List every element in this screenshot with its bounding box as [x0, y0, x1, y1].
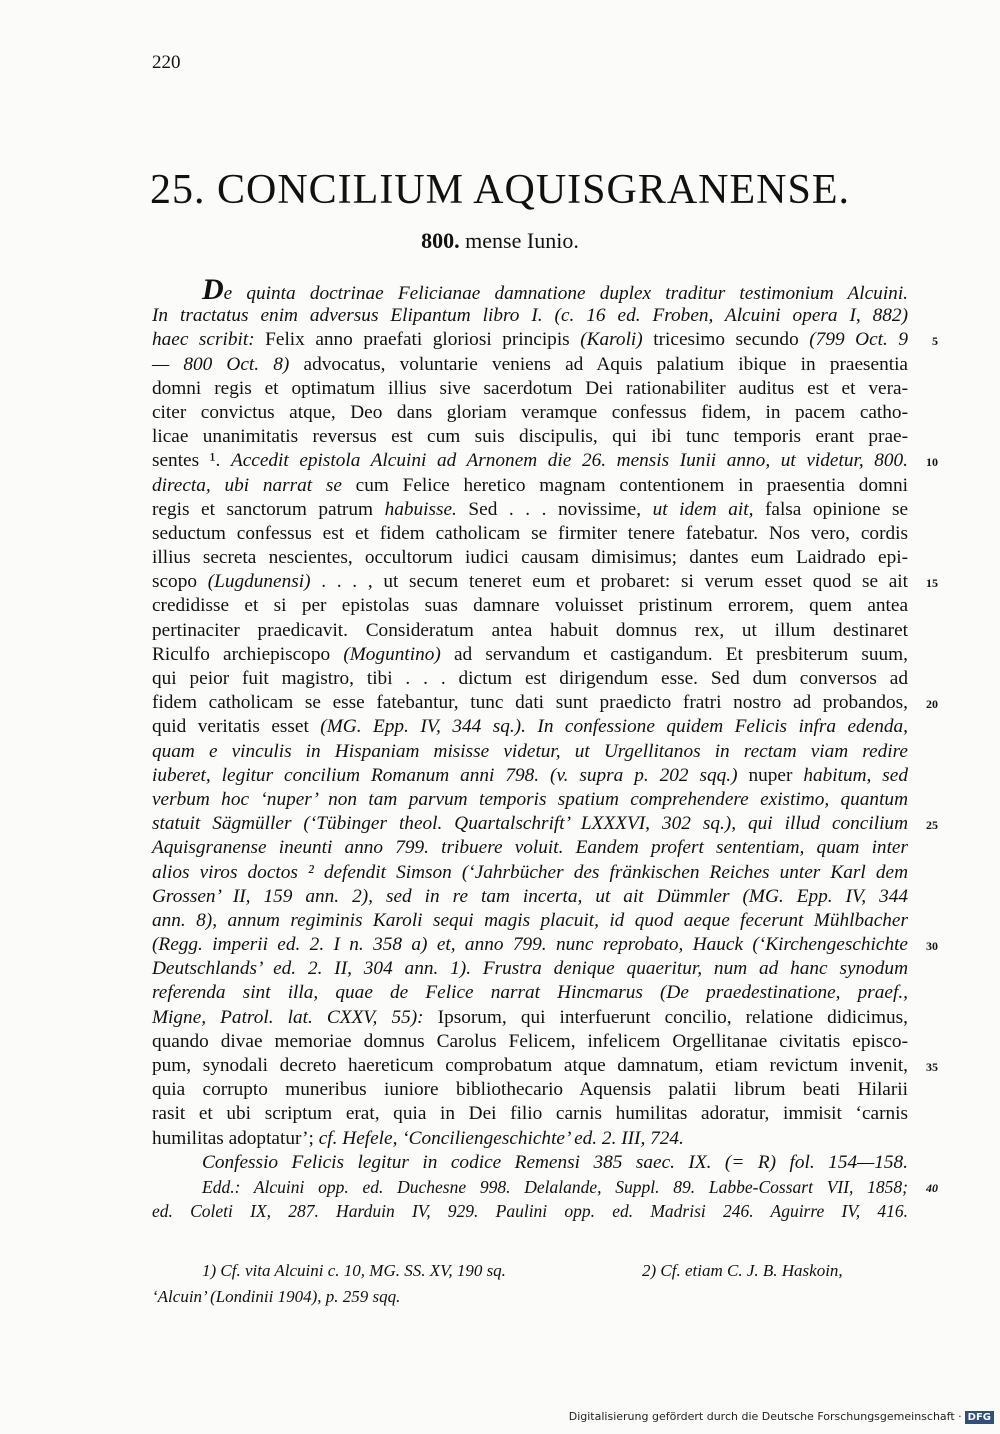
text-segment: Edd.: Alcuini opp. ed. Duchesne 998. Delalande, Suppl. 89. Labbe-Cossart VII, 1858; [202, 1176, 908, 1197]
text-line [152, 594, 908, 618]
text-segment: licae unanimitatis reversus est cum suis discipulis, qui ibi tunc temporis erant prae- [152, 426, 908, 448]
text-line [152, 1151, 908, 1175]
footnote-row [152, 1284, 908, 1310]
text-segment: falsa opinione se [753, 498, 909, 520]
text-segment: (Regg. imperii ed. 2. I n. 358 a) et, anno 799. nunc reprobato, Hauck (‘Kirchengeschichte [152, 934, 908, 956]
text-line [152, 474, 908, 498]
text-segment: Accedit epistola Alcuini ad Arnonem die 26. mensis Iunii anno, ut videtur, 800. [230, 450, 908, 472]
text-line [152, 957, 908, 981]
text-segment: (MG. Epp. IV, 344 sq.). In confessione quidem Felicis infra edenda, [320, 716, 908, 738]
text-segment: advocatus, voluntarie veniens ad Aquis palatium ibique in praesentia [289, 353, 908, 375]
footnote-row [152, 1258, 908, 1284]
text-segment: D [202, 273, 224, 306]
text-segment: cf. Hefele, ‘Conciliengeschichte’ ed. 2. III, 724. [318, 1127, 684, 1149]
text-segment: statuit Sägmüller (‘Tübinger theol. Quartalschrift’ LXXXVI, 302 sq.), qui illud concilium [152, 813, 908, 835]
text-segment: Riculfo archiepiscopo [152, 643, 344, 665]
text-line [152, 1006, 908, 1030]
text-segment: . . . , ut secum teneret eum et probaret: si verum esset quod se ait [310, 571, 909, 593]
line-number: 20 [926, 697, 938, 712]
text-segment: seductum confessus est et fidem catholicam se firmiter tenere fatebatur. Nos vero, cordis [152, 522, 908, 544]
text-line [152, 643, 908, 667]
text-segment: referenda sint illa, quae de Felice narrat Hincmarus (De praedestinatione, praef., [152, 982, 908, 1004]
dfg-logo: DFG [965, 1411, 994, 1424]
text-segment: habuisse. [384, 498, 457, 520]
text-segment: ad servandum et castigandum. Et presbiterum suum, [440, 643, 908, 665]
text-segment: pum, synodali decreto haereticum comprobatum atque damnatum, etiam revictum invenit, [152, 1055, 908, 1076]
text-segment: quam e vinculis in Hispaniam misisse videtur, ut Urgellitanos in rectam viam redire [152, 740, 908, 762]
text-segment: In tractatus enim adversus Elipantum libro I. (c. 16 ed. Froben, Alcuini opera I, 882) [152, 305, 908, 327]
footnote-1: 1) Cf. vita Alcuini c. 10, MG. SS. XV, 190 sq. [202, 1261, 506, 1280]
text-segment: alios viros doctos ² defendit Simson (‘Jahrbücher des fränkischen Reiches unter Karl dem [152, 861, 908, 883]
text-segment: regis et sanctorum patrum [152, 498, 385, 520]
text-segment: (Karoli) [580, 329, 643, 351]
text-line [152, 546, 908, 570]
text-segment: iuberet, legitur concilium Romanum anni 798. (v. supra p. 202 sqq.) [152, 764, 738, 786]
text-line [152, 667, 908, 691]
text-segment: Deutschlands’ ed. 2. II, 304 ann. 1). Frustra denique quaeritur, num ad hanc synodum [152, 958, 908, 980]
text-segment: Aquisgranense ineunti anno 799. tribuere voluit. Eandem profert sententiam, quam inter [152, 837, 908, 859]
text-segment: domni regis et optimatum illius sive sacerdotum Dei rationabiliter auditus est et vera- [152, 377, 908, 399]
text-segment: humilitas adoptatur’; [152, 1127, 319, 1149]
text-segment: haec scribit: [152, 329, 266, 351]
text-segment: ut idem ait, [652, 498, 754, 520]
text-line [152, 691, 938, 715]
text-line [152, 861, 908, 885]
text-segment: tricesimo secundo [642, 329, 810, 351]
text-line [152, 885, 908, 909]
text-line [152, 981, 908, 1005]
text-line [152, 933, 938, 957]
text-segment: Confessio Felicis legitur in codice Remensi 385 saec. IX. (= R) fol. 154—158. [202, 1151, 908, 1173]
text-segment: Grossen’ II, 159 ann. 2), sed in re tam incerta, ut ait Dümmler (MG. Epp. IV, 344 [152, 885, 908, 907]
text-line [152, 328, 938, 352]
text-segment: — 800 Oct. 8) [152, 353, 290, 375]
line-number: 5 [932, 334, 938, 349]
text-segment: Migne, Patrol. lat. CXXV, 55): [152, 1006, 438, 1028]
text-line [152, 788, 908, 812]
text-line [152, 909, 908, 933]
text-segment: citer convictus atque, Deo dans gloriam veramque confessus fidem, in pacem catho- [152, 401, 908, 423]
text-segment: cum Felice heretico magnam contentionem in praesentia domni [341, 474, 908, 496]
text-segment: fidem catholicam se esse fatebantur, tunc dati sunt praedicto fratri nostro ad probandos, [152, 692, 908, 714]
text-line [152, 1078, 908, 1102]
line-number: 35 [926, 1060, 938, 1074]
text-line [152, 1054, 938, 1078]
subtitle-year: 800. [421, 228, 460, 253]
text-line [152, 1199, 908, 1223]
text-line [152, 449, 938, 473]
text-segment: Ipsorum, qui interfuerunt concilio, relatione didicimus, [437, 1006, 908, 1028]
line-number: 30 [926, 939, 938, 954]
page-title: 25. CONCILIUM AQUISGRANENSE. [149, 167, 851, 213]
text-segment: habitum, sed [803, 764, 908, 786]
text-segment: ann. 8), annum regiminis Karoli sequi magis placuit, id quod aeque fecerunt Mühlbacher [152, 909, 908, 931]
text-segment: quando divae memoriae domnus Carolus Felicem, infelicem Orgellitanae civitatis episco- [152, 1030, 908, 1052]
text-segment: credidisse et si per epistolas suas damnare voluisset pristinum errorem, quem antea [152, 595, 908, 617]
text-line [152, 1030, 908, 1054]
text-line [152, 304, 908, 328]
text-line [152, 619, 908, 643]
text-line [152, 273, 908, 306]
text-segment: (Lugdunensi) [207, 571, 311, 593]
text-line [152, 522, 908, 546]
text-line [152, 740, 908, 764]
text-line [152, 570, 938, 594]
text-segment: verbum hoc ‘nuper’ non tam parvum temporis spatium comprehendere existimo, quantum [152, 788, 908, 810]
text-segment: directa, ubi narrat se [152, 474, 342, 496]
text-segment: qui peior fuit magistro, tibi . . . dictum est dirigendum esse. Sed dum conversos ad [152, 668, 908, 689]
text-line [152, 764, 908, 788]
text-line [152, 1127, 908, 1151]
text-segment: e quinta doctrinae Felicianae damnatione duplex traditur testimonium Alcuini. [223, 283, 908, 304]
line-number: 10 [926, 455, 938, 470]
text-segment: pertinaciter praedicavit. Consideratum antea habuit domnus rex, ut illum destinaret [152, 619, 908, 641]
text-segment: Sed . . . novissime, [456, 498, 653, 520]
footnotes [152, 1258, 908, 1310]
line-number: 25 [926, 818, 938, 833]
text-line [152, 498, 908, 522]
text-line [152, 1102, 908, 1126]
text-segment: scopo [152, 571, 208, 593]
text-line [152, 425, 908, 449]
text-segment: (Moguntino) [343, 643, 441, 665]
text-segment: Felix anno praefati gloriosi principis [265, 329, 581, 351]
subtitle [0, 228, 1000, 254]
footer-credit [569, 1410, 994, 1424]
text-segment: quid veritatis esset [152, 716, 321, 738]
page-number: 220 [152, 52, 181, 73]
footer-text: Digitalisierung gefördert durch die Deutsche Forschungsgemeinschaft · [568, 1410, 962, 1423]
line-number: 40 [926, 1180, 938, 1195]
text-line [152, 377, 908, 401]
subtitle-rest: mense Iunio. [459, 228, 579, 253]
text-line [152, 401, 908, 425]
text-line [152, 353, 908, 377]
text-segment: rasit et ubi scriptum erat, quia in Dei filio carnis humilitas adoratur, immisit ‘carnis [152, 1103, 908, 1125]
text-segment: illius secreta nescientes, occultorum iudici causam dimisimus; dantes eum Laidrado epi- [152, 547, 908, 569]
footnote-2: 2) Cf. etiam C. J. B. Haskoin, [642, 1261, 843, 1280]
body-text [152, 273, 938, 1223]
text-line [152, 836, 908, 860]
text-segment: sentes ¹. [152, 450, 231, 472]
text-line [152, 715, 908, 739]
text-segment: ed. Coleti IX, 287. Harduin IV, 929. Paulini opp. ed. Madrisi 246. Aguirre IV, 416. [152, 1201, 908, 1222]
text-segment: quia corrupto muneribus iuniore bibliothecario Aquensis palatii librum beati Hilarii [152, 1079, 908, 1101]
line-number: 15 [926, 576, 938, 591]
text-segment: (799 Oct. 9 [809, 329, 908, 351]
footnote-2-continued: ‘Alcuin’ (Londinii 1904), p. 259 sqq. [152, 1287, 401, 1306]
text-line [152, 1175, 938, 1199]
text-segment: nuper [737, 764, 804, 786]
text-line [152, 812, 938, 836]
